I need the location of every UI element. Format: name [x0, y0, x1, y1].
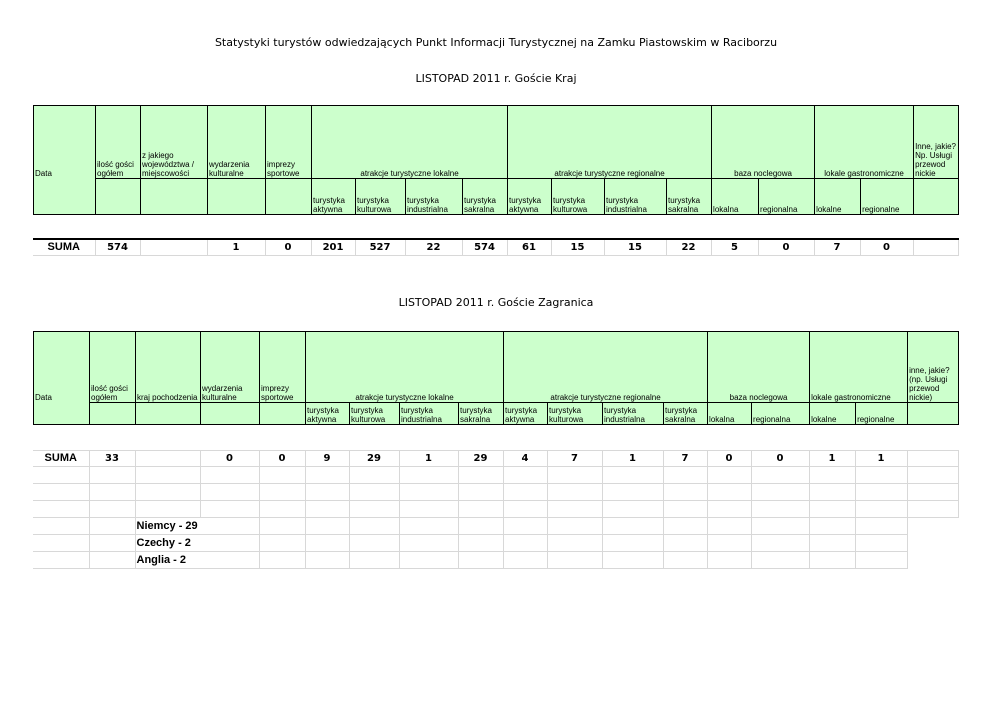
country-entry: Czechy - 2 — [135, 535, 259, 552]
suma-cell: 1 — [399, 451, 458, 467]
sub-header: regionalne — [861, 179, 914, 215]
suma-cell: 9 — [305, 451, 349, 467]
suma-cell: 1 — [809, 451, 855, 467]
domestic-header-table — [33, 105, 959, 215]
sub-header: turystyka industrialna — [406, 179, 463, 215]
sub-header: turystyka industrialna — [603, 403, 664, 425]
foreign-data-table — [33, 450, 959, 569]
header-data: Data — [34, 332, 90, 425]
main-title: Statystyki turystów odwiedzających Punkt Informacji Turystycznej na Zamku Piastowskim w Raciborzu — [214, 36, 778, 49]
suma-cell — [140, 239, 207, 255]
header-other: inne, jakie? (np. Usługi przewod nickie) — [908, 332, 959, 403]
header-guests: ilość gości ogółem — [90, 332, 136, 403]
header-other: Inne, jakie? Np. Usługi przewod nickie — [914, 106, 959, 179]
suma-cell: 1 — [207, 239, 265, 255]
sub-header: turystyka sakralna — [463, 179, 508, 215]
country-row — [33, 518, 958, 535]
foreign-header-table — [33, 331, 959, 425]
sub-header: turystyka aktywna — [504, 403, 548, 425]
header-origin: z jakiego województwa / miejscowości — [141, 106, 208, 179]
country-row — [33, 552, 958, 569]
suma-cell: 0 — [860, 239, 913, 255]
suma-cell: 22 — [666, 239, 711, 255]
sub-header: turystyka kulturowa — [548, 403, 603, 425]
sub-header: turystyka sakralna — [664, 403, 708, 425]
header-sports-events: imprezy sportowe — [260, 332, 306, 403]
sub-header: turystyka kulturowa — [356, 179, 406, 215]
header-sports-events: imprezy sportowe — [266, 106, 312, 179]
header-cultural-events: wydarzenia kulturalne — [208, 106, 266, 179]
suma-cell: 29 — [458, 451, 503, 467]
suma-cell: 33 — [89, 451, 135, 467]
header-local-attractions: atrakcje turystyczne lokalne — [312, 106, 508, 179]
suma-cell: 0 — [265, 239, 311, 255]
suma-cell: 0 — [751, 451, 809, 467]
header-regional-attractions: atrakcje turystyczne regionalne — [504, 332, 708, 403]
header-accommodation: baza noclegowa — [712, 106, 815, 179]
sub-header: lokalna — [708, 403, 752, 425]
domestic-suma-table — [33, 238, 959, 256]
suma-cell: 15 — [551, 239, 604, 255]
header-data: Data — [34, 106, 96, 215]
suma-cell: 0 — [707, 451, 751, 467]
sub-header: lokalne — [815, 179, 861, 215]
header-accommodation: baza noclegowa — [708, 332, 810, 403]
sub-header: turystyka aktywna — [306, 403, 350, 425]
suma-cell: 0 — [200, 451, 259, 467]
suma-cell: 15 — [604, 239, 666, 255]
header-gastronomy: lokale gastronomiczne — [815, 106, 914, 179]
suma-cell — [913, 239, 958, 255]
domestic-subtitle: LISTOPAD 2011 r. Goście Kraj — [415, 72, 577, 85]
suma-cell: 7 — [547, 451, 602, 467]
header-cultural-events: wydarzenia kulturalne — [201, 332, 260, 403]
suma-cell: 1 — [855, 451, 907, 467]
sub-header: turystyka aktywna — [312, 179, 356, 215]
suma-cell: 7 — [663, 451, 707, 467]
sub-header: turystyka industrialna — [605, 179, 667, 215]
suma-cell: 0 — [259, 451, 305, 467]
sub-header: lokalna — [712, 179, 759, 215]
sub-header: turystyka kulturowa — [350, 403, 400, 425]
header-local-attractions: atrakcje turystyczne lokalne — [306, 332, 504, 403]
suma-cell: 574 — [95, 239, 140, 255]
suma-cell: 574 — [462, 239, 507, 255]
foreign-subtitle: LISTOPAD 2011 r. Goście Zagranica — [398, 296, 594, 309]
suma-cell: 61 — [507, 239, 551, 255]
suma-cell: 22 — [405, 239, 462, 255]
foreign-suma-row — [33, 451, 958, 467]
country-entry: Niemcy - 29 — [135, 518, 259, 535]
header-gastronomy: lokale gastronomiczne — [810, 332, 908, 403]
header-regional-attractions: atrakcje turystyczne regionalne — [508, 106, 712, 179]
sub-header: turystyka sakralna — [459, 403, 504, 425]
suma-cell: 5 — [711, 239, 758, 255]
suma-cell: 527 — [355, 239, 405, 255]
header-origin: kraj pochodzenia — [136, 332, 201, 403]
sub-header: turystyka kulturowa — [552, 179, 605, 215]
country-entry: Anglia - 2 — [135, 552, 259, 569]
sub-header: regionalna — [752, 403, 810, 425]
sub-header: turystyka sakralna — [667, 179, 712, 215]
suma-label: SUMA — [33, 451, 89, 467]
suma-cell: 29 — [349, 451, 399, 467]
sub-header: regionalne — [856, 403, 908, 425]
suma-cell: 7 — [814, 239, 860, 255]
sub-header: lokalne — [810, 403, 856, 425]
suma-cell: 4 — [503, 451, 547, 467]
suma-cell: 201 — [311, 239, 355, 255]
suma-label: SUMA — [33, 239, 95, 255]
header-guests: ilość gości ogółem — [96, 106, 141, 179]
suma-cell — [135, 451, 200, 467]
sub-header: regionalna — [759, 179, 815, 215]
suma-cell — [907, 451, 958, 467]
sub-header: turystyka industrialna — [400, 403, 459, 425]
suma-cell: 0 — [758, 239, 814, 255]
suma-cell: 1 — [602, 451, 663, 467]
country-row — [33, 535, 958, 552]
sub-header: turystyka aktywna — [508, 179, 552, 215]
